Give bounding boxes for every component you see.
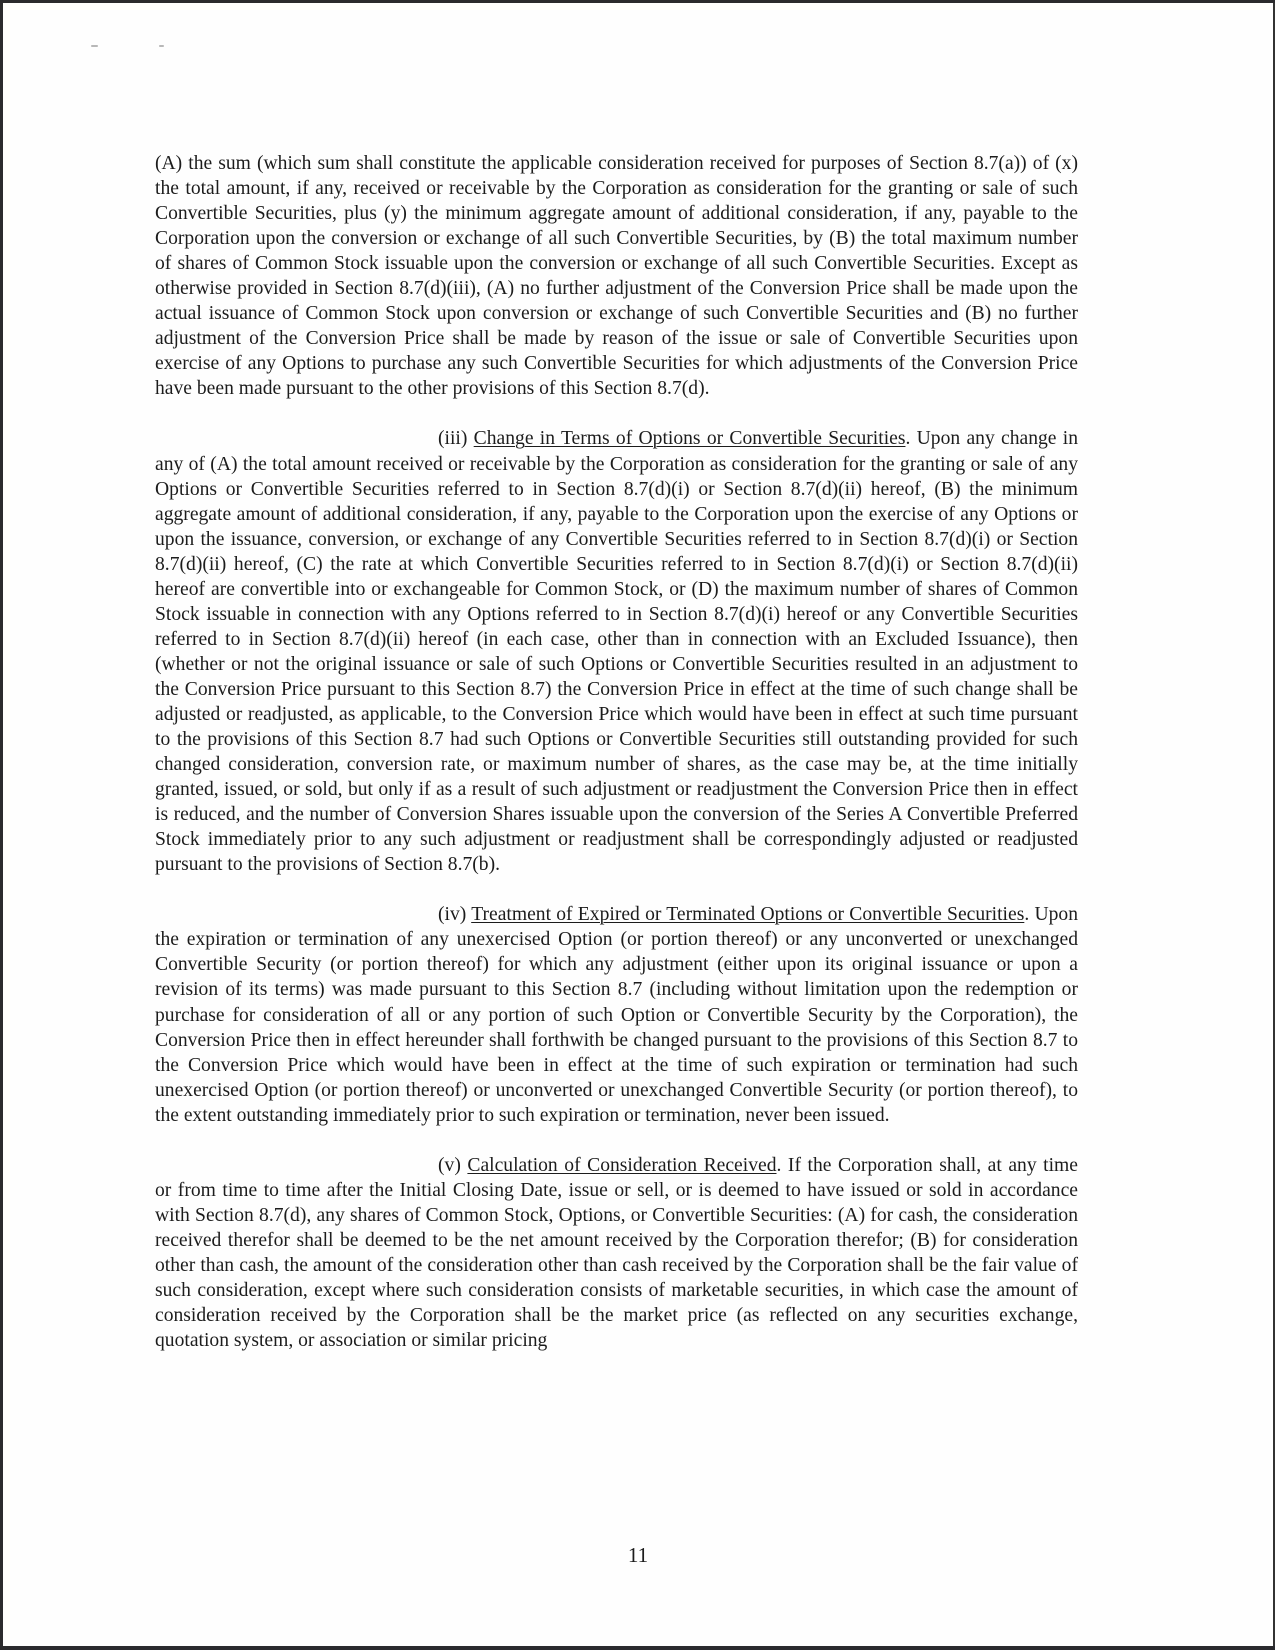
scan-artifact (91, 45, 98, 47)
section-heading: Treatment of Expired or Terminated Options or Convertible Securities (471, 904, 1025, 926)
page-number: 11 (627, 1543, 649, 1567)
paragraph-text: . Upon the expiration or termination of any unexercised Option (or portion thereof) or any unconverted or unexchanged Convertible Security (or portion thereof) for which any adjustment (either upon its original issuance or upon a revision of its terms) was made pursuant to this Section 8.7 (including without limitation upon the redemption or purchase for consideration of all or any portion of such Option or Convertible Security by the Corporation), the Conversion Price then in effect hereunder shall forthwith be changed pursuant to the provisions of this Section 8.7 to the Conversion Price which would have been in effect at the time of such expiration or termination had such unexercised Option (or portion thereof) or unconverted or unexchanged Convertible Security (or portion thereof), to the extent outstanding immediately prior to such expiration or termination, never been issued. (155, 904, 1079, 1126)
section-number: (iv) (438, 904, 467, 926)
section-heading: Calculation of Consideration Received (467, 1154, 777, 1176)
section-heading: Change in Terms of Options or Convertible Securities (473, 428, 906, 450)
document-body (155, 151, 1078, 1378)
paragraph-v (155, 1153, 1078, 1353)
paragraph-iii (155, 426, 1078, 877)
scan-artifact (159, 45, 164, 47)
paragraph-continuation (155, 151, 1078, 401)
paragraph-text: . If the Corporation shall, at any time or from time to time after the Initial Closing Date, issue or sell, or is deemed to have issued or sold in accordance with Section 8.7(d), any shares of Common Stock, Options, or Convertible Securities: (A) for cash, the consideration received therefor shall be deemed to be the net amount received by the Corporation therefor; (B) for consideration other than cash, the amount of the consideration other than cash received by the Corporation shall be the fair value of such consideration, except where such consideration consists of marketable securities, in which case the amount of consideration received by the Corporation shall be the market price (as reflected on any securities exchange, quotation system, or association or similar pricing (155, 1154, 1078, 1352)
section-number: (iii) (438, 428, 468, 450)
paragraph-text: (A) the sum (which sum shall constitute the applicable consideration received for purposes of Section 8.7(a)) of (x) the total amount, if any, received or receivable by the Corporation as consideration for the granting or sale of such Convertible Securities, plus (y) the minimum aggregate amount of additional consideration, if any, payable to the Corporation upon the conversion or exchange of all such Convertible Securities, by (B) the total maximum number of shares of Common Stock issuable upon the conversion or exchange of all such Convertible Securities. Except as otherwise provided in Section 8.7(d)(iii), (A) no further adjustment of the Conversion Price shall be made upon the actual issuance of Common Stock upon conversion or exchange of such Convertible Securities and (B) no further adjustment of the Conversion Price shall be made by reason of the issue or sale of Convertible Securities upon exercise of any Options to purchase any such Convertible Securities for which adjustments of the Conversion Price have been made pursuant to the other provisions of this Section 8.7(d). (155, 153, 1078, 400)
section-number: (v) (438, 1154, 461, 1176)
document-page (3, 3, 1275, 1646)
paragraph-text: . Upon any change in any of (A) the total amount received or receivable by the Corporation as consideration for the granting or sale of any Options or Convertible Securities referred to in Section 8.7(d)(i) or Section 8.7(d)(ii) hereof, (B) the minimum aggregate amount of additional consideration, if any, payable to the Corporation upon the exercise of any Options or upon the issuance, conversion, or exchange of any Convertible Securities referred to in Section 8.7(d)(i) or Section 8.7(d)(ii) hereof, (C) the rate at which Convertible Securities referred to in Section 8.7(d)(i) or Section 8.7(d)(ii) hereof are convertible into or exchangeable for Common Stock, or (D) the maximum number of shares of Common Stock issuable in connection with any Options referred to in Section 8.7(d)(i) hereof or any Convertible Securities referred to in Section 8.7(d)(ii) hereof (in each case, other than in connection with an Excluded Issuance), then (whether or not the original issuance or sale of such Options or Convertible Securities resulted in an adjustment to the Conversion Price pursuant to this Section 8.7) the Conversion Price in effect at the time of such change shall be adjusted or readjusted, as applicable, to the Conversion Price which would have been in effect at such time pursuant to the provisions of this Section 8.7 had such Options or Convertible Securities still outstanding provided for such changed consideration, conversion rate, or maximum number of shares, as the case may be, at the time initially granted, issued, or sold, but only if as a result of such adjustment or readjustment the Conversion Price then in effect is reduced, and the number of Conversion Shares issuable upon the conversion of the Series A Convertible Preferred Stock immediately prior to any such adjustment or readjustment shall be correspondingly adjusted or readjusted pursuant to the provisions of Section 8.7(b). (155, 428, 1079, 876)
paragraph-iv (155, 902, 1078, 1127)
